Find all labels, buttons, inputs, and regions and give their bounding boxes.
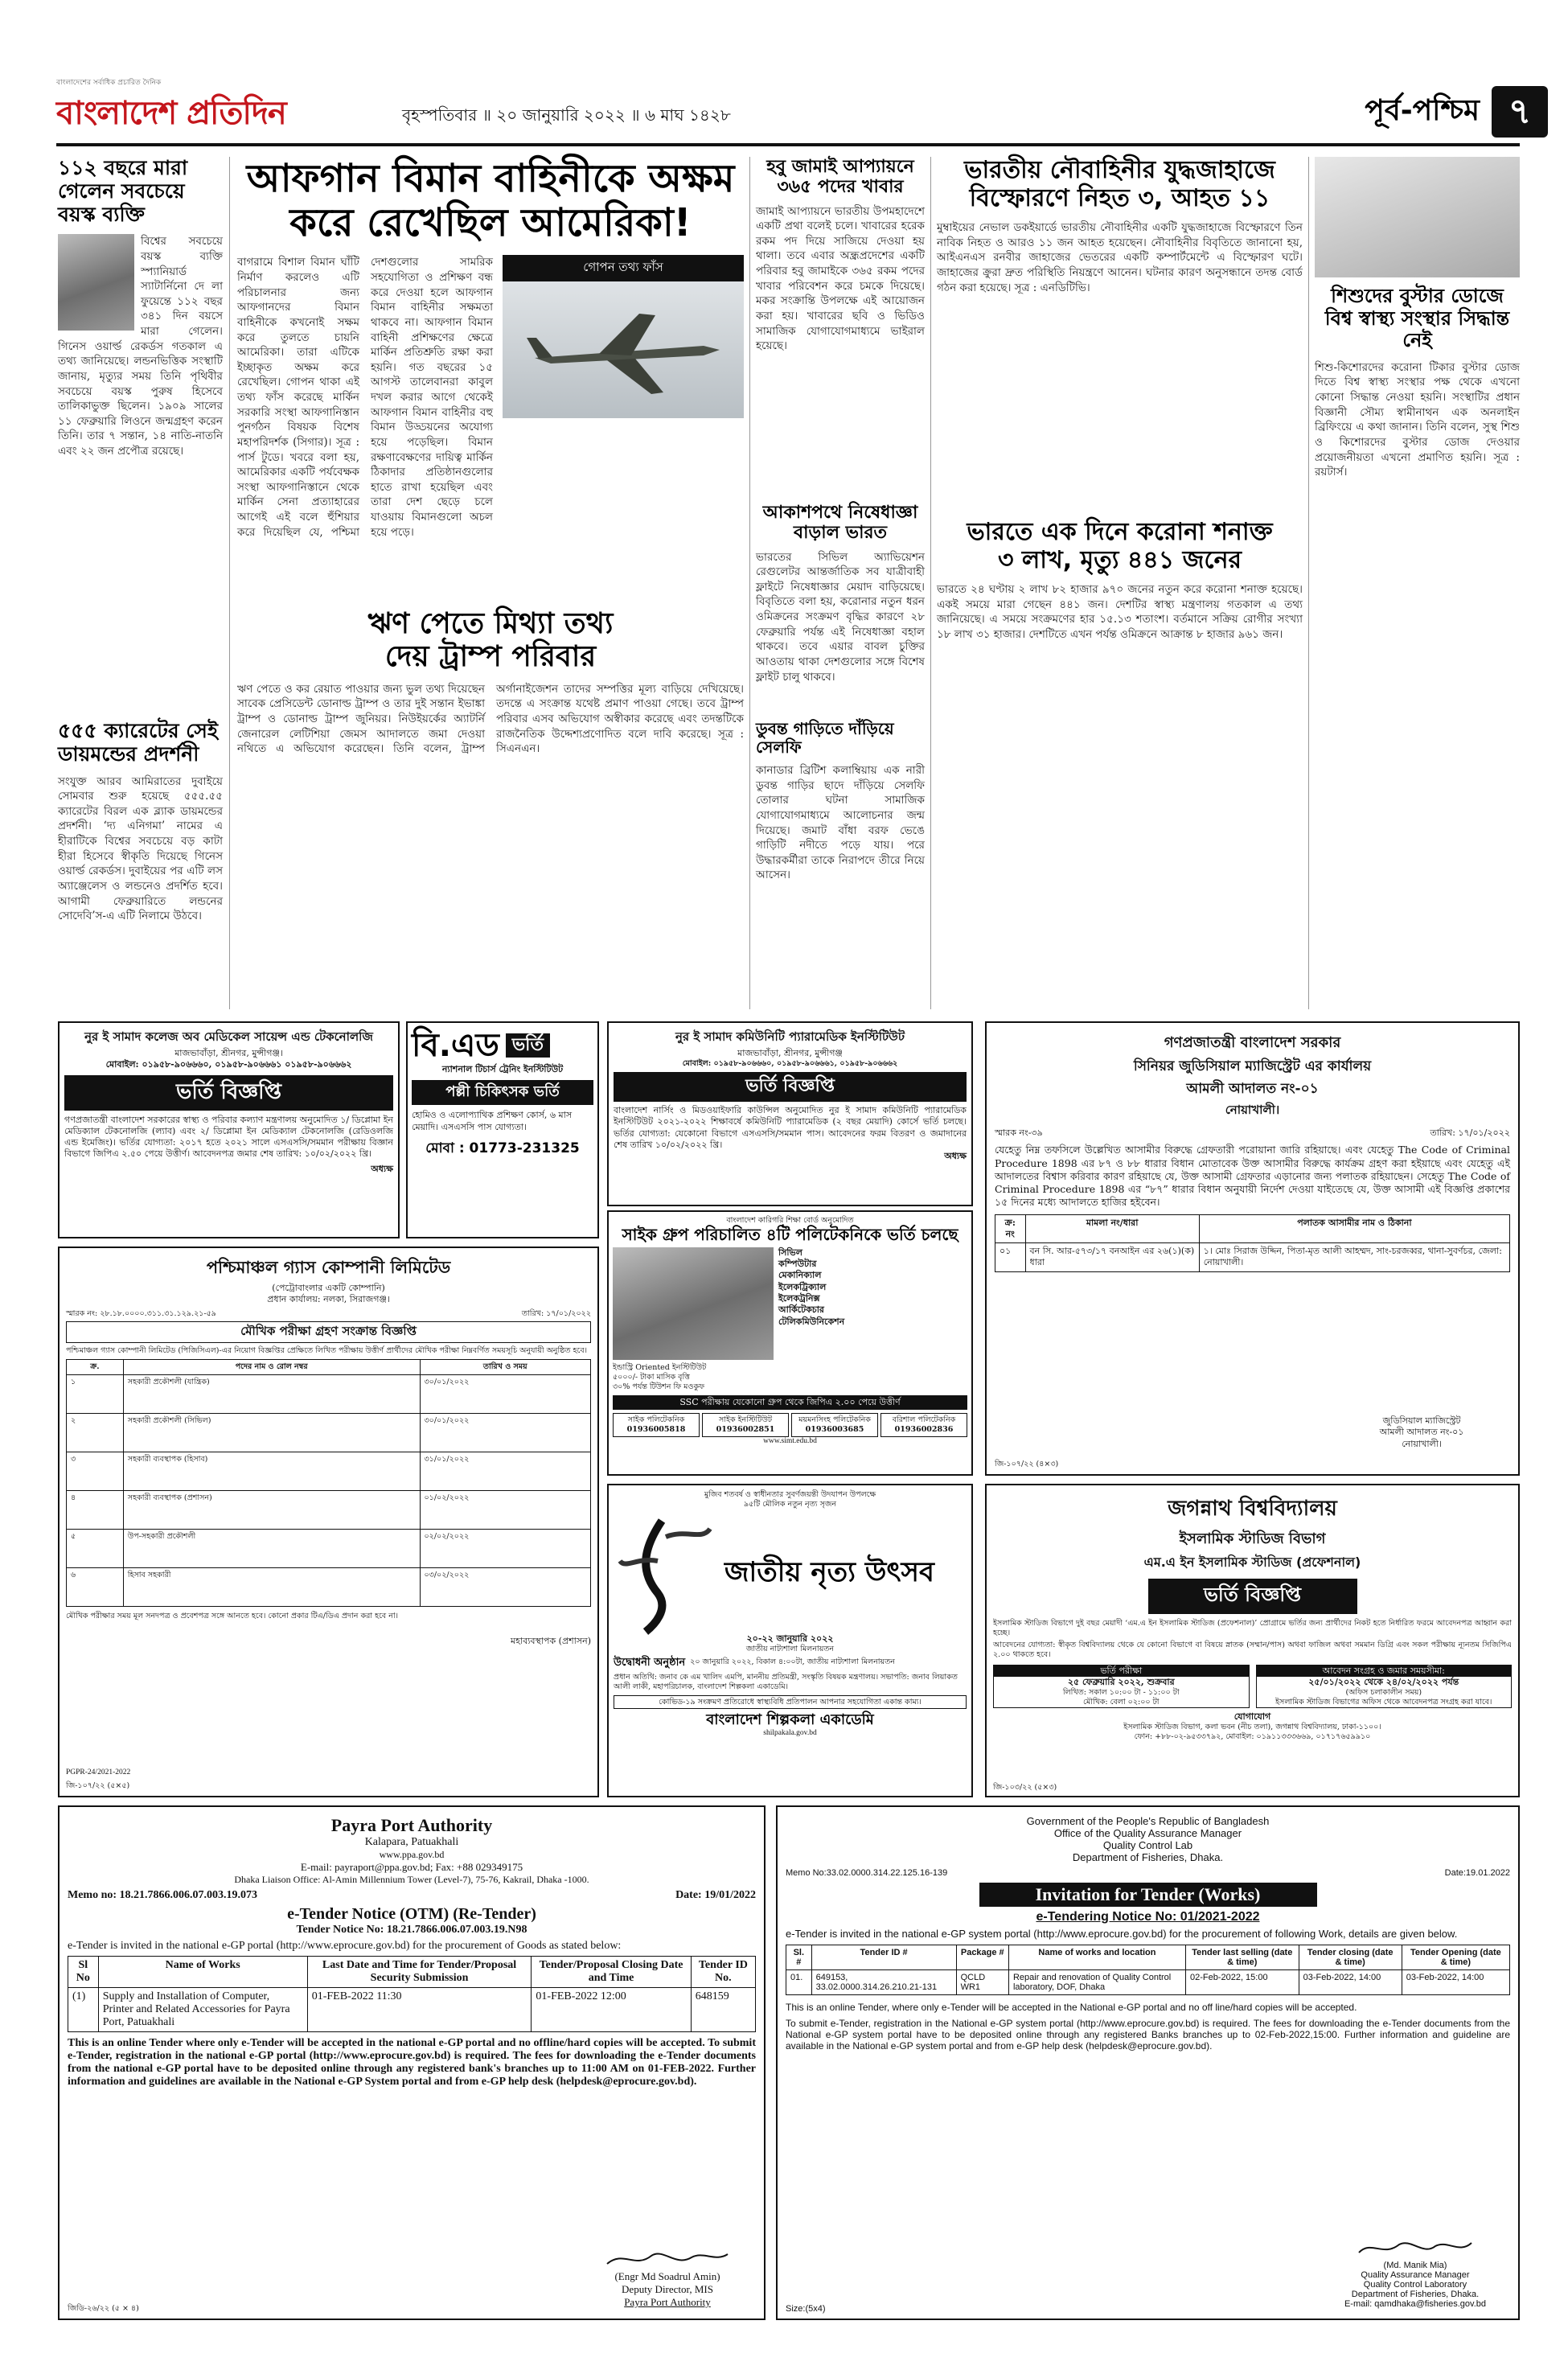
col-header: Tender closing (date & time): [1299, 1945, 1402, 1970]
table-cell: QCLD WR1: [956, 1970, 1008, 1995]
court-sign: নোয়াখালী।: [1402, 1438, 1442, 1449]
col-header: Tender Opening (date & time): [1402, 1945, 1509, 1970]
payra-sign-name: (Engr Md Soadrul Amin): [614, 2270, 720, 2282]
apply-label: আবেদন সংগ্রহ ও জমার সময়সীমা:: [1257, 1665, 1512, 1677]
column-rule: [749, 157, 750, 1009]
headline: হবু জামাই আপ্যায়নে ৩৬৫ পদের খাবার: [766, 157, 914, 198]
masthead-logo: বাংলাদেশ প্রতিদিন: [56, 95, 286, 132]
lead-headline-2: করে রেখেছিল আমেরিকা!: [289, 200, 692, 246]
fish-sign-title: Quality Assurance Manager: [1361, 2270, 1470, 2280]
ad-nur-ims: [58, 1021, 400, 1238]
ad-heading: ভর্তি বিজ্ঞপ্তি: [614, 1072, 967, 1102]
gas-body: পশ্চিমাঞ্চল গ্যাস কোম্পানী লিমিটেড (পিজিসিএল)-এর নিয়োগ বিজ্ঞপ্তির প্রেক্ষিতে লিখিত পরীক্ষায় উত্তীর্ণ প্রার্থীদের মৌখিক পরীক্ষা নিম্নবর্ণিত সময়সূচি অনুযায়ী অনুষ্ঠিত হবে।: [66, 1346, 588, 1356]
offer-item: ৫০০০/- টাকা মাসিক বৃত্তি: [613, 1372, 690, 1382]
photo-oldest-man: [58, 234, 134, 331]
dance-sub: ৯৫টি মৌলিক নতুন নৃত্য সৃজন: [743, 1499, 837, 1509]
bed-phone: মোবা : 01773-231325: [425, 1140, 580, 1156]
col-header: Package #: [956, 1945, 1008, 1970]
jnu-body-1: ইসলামিক স্টাডিজ বিভাগে দুই বছর মেয়াদী ‘এম.এ ইন ইসলামিক স্টাডিজ (প্রফেশনাল)’ প্রোগ্রামে ভর্তির জন্য প্রার্থীদের নিকট হতে নির্ধারিত ফরমে আবেদনপত্র আহ্বান করা হচ্ছে।: [993, 1619, 1512, 1637]
payra-heading: e-Tender Notice (OTM) (Re-Tender): [287, 1905, 536, 1923]
fish-sign-name: (Md. Manik Mia): [1383, 2261, 1447, 2270]
story-airspace: [756, 503, 925, 704]
table-cell: ২: [67, 1414, 124, 1452]
table-cell: সহকারী প্রকৌশলী (যান্ত্রিক): [123, 1375, 420, 1414]
story-body: বিশ্বের সবচেয়ে বয়স্ক ব্যক্তি স্প্যানিয়ার্ড স্যাটার্নিনো দে লা ফুয়েন্তে ১১২ বছর ৩৪১ দিন বয়সে মারা গেলেন। গিনেস ওয়ার্ল্ড রেকর্ডস গতকাল এ তথ্য জানিয়েছে। লন্ডনভিত্তিক সংস্থাটি জানায়, মৃত্যুর সময় তিনি পৃথিবীর সবচেয়ে বয়স্ক পুরুষ হিসেবে তালিকাভুক্ত ছিলেন। ১৯০৯ সালের ১১ ফেব্রুয়ারি লিওনে জন্মগ্রহণ করেন তিনি। তার ৭ সন্তান, ১৪ নাতি-নাতনি এবং ২২ জন প্রপৌত্র রয়েছে।: [58, 235, 223, 458]
column-rule: [229, 157, 230, 1009]
signature: [603, 2246, 732, 2270]
payra-address: Kalapara, Patuakhali: [364, 1836, 459, 1848]
photo-aircraft: [503, 281, 744, 418]
fish-heading: Invitation for Tender (Works): [979, 1883, 1317, 1907]
table-row: [67, 1491, 591, 1530]
bed-subtitle: ন্যাশনাল টিচার্স ট্রেনিং ইনস্টিটিউট: [441, 1064, 564, 1074]
table-cell: Repair and renovation of Quality Control laboratory, DOF, Dhaka: [1008, 1970, 1185, 1995]
fish-office: Office of the Quality Assurance Manager: [1053, 1827, 1242, 1839]
ad-phone: মোবাইল: ০১৯৫৮-৯০৬৬৬০, ০১৯৫৮-৯০৬৬৬১, ০১৯৫৮-৯০৬৬৬২: [682, 1059, 898, 1069]
campus-name: বরিশাল পলিটেকনিক: [892, 1415, 956, 1424]
ad-title: নুর ই সামাদ কমিউনিটি প্যারামেডিক ইনস্টিটিউট: [675, 1029, 905, 1044]
gas-address: প্রধান কার্যালয়: নলকা, সিরাজগঞ্জ।: [267, 1294, 390, 1305]
story-body: সংযুক্ত আরব আমিরাতের দুবাইয়ে সোমবার শুরু হয়েছে ৫৫৫.৫৫ ক্যারেটের বিরল এক ব্ল্যাক ডায়মন্ডের প্রদর্শনী। ‘দ্য এনিগমা’ নামের এ হীরাটিকে বিশ্বের সবচেয়ে বড় কাটা হীরা হিসেবে স্বীকৃতি দিয়েছে গিনেস ওয়ার্ল্ড রেকর্ডস। দুবাইয়ের পর এটি লস অ্যাঞ্জেলেস ও লন্ডনেও প্রদর্শিত হবে। আগামী ফেব্রুয়ারিতে লন্ডনের সোদেবি’স-এ এটি নিলামে উঠবে।: [58, 774, 223, 923]
dance-guests: প্রধান অতিথি: জনাব কে এম খালিদ এমপি, মাননীয় প্রতিমন্ত্রী, সংস্কৃতি বিষয়ক মন্ত্রণালয়। সভাপতি: জনাব লিয়াকত আলী লাকী, মহাপরিচালক, বাংলাদেশ শিল্পকলা একাডেমি।: [614, 1672, 958, 1691]
campus-name: ময়মনসিংহ পলিটেকনিক: [798, 1415, 871, 1424]
campus-name: সাইক ইনস্টিটিউট: [718, 1415, 773, 1424]
table-cell: ৬: [67, 1568, 124, 1607]
gas-memo: স্মারক নং: ২৮.১৮.০০০০.৩১১.৩১.১২৯.২১-৫৯: [66, 1308, 216, 1318]
table-cell: ৩০/০১/২০২২: [420, 1375, 591, 1414]
poly-footer: SSC পরীক্ষায় যেকোনো গ্রুপ থেকে জিপিএ ২.০০ পেয়ে উত্তীর্ণ: [613, 1395, 967, 1410]
course-item: সিভিল: [778, 1247, 802, 1258]
table-cell: সহকারী প্রকৌশলী (সিভিল): [123, 1414, 420, 1452]
ad-heading: ভর্তি বিজ্ঞপ্তি: [64, 1075, 393, 1111]
table-cell: বন সি. আর-৫৭৩/১৭ বনআইন এর ২৬(১)(ক) ধারা: [1025, 1243, 1199, 1272]
table-row: [67, 1375, 591, 1414]
fish-sign-email: E-mail: qamdhaka@fisheries.gov.bd: [1344, 2299, 1486, 2309]
fish-sign-dept: Department of Fisheries, Dhaka.: [1351, 2290, 1480, 2299]
table-cell: (1): [68, 1988, 99, 2032]
campus-card: [791, 1413, 878, 1437]
court-place: নোয়াখালী।: [1225, 1103, 1280, 1117]
section-title: পূর্ব-পশ্চিম: [1365, 94, 1480, 127]
story-body: মুম্বাইয়ের নেভাল ডকইয়ার্ডে ভারতীয় নৌবাহিনীর একটি যুদ্ধজাহাজে বিস্ফোরণে তিন নাবিক নিহত ও আরও ১১ জন আহত হয়েছেন। নৌবাহিনীর বিবৃতিতে জানানো হয়, আইএনএস রনবীর জাহাজের ভেতরের একটি কম্পার্টমেন্টে এ বিস্ফোরণ ঘটে। জাহাজের ক্রুরা দ্রুত পরিস্থিতি নিয়ন্ত্রণে আনেন। ঘটনার কারণ অনুসন্ধানে তদন্ত বোর্ড গঠন করা হয়েছে। সূত্র : এনডিটিভি।: [937, 221, 1303, 294]
story-diamond: [58, 720, 223, 1009]
table-cell: ৩০/০১/২০২২: [420, 1414, 591, 1452]
story-covid: [937, 519, 1303, 1009]
masthead-rule: [56, 143, 1520, 146]
campus-card: [613, 1413, 700, 1437]
col-header: ক্র.: [67, 1360, 124, 1375]
court-subtitle: সিনিয়র জুডিসিয়াল ম্যাজিস্ট্রেট এর কার্যালয়: [1133, 1058, 1372, 1074]
ad-court: [985, 1021, 1520, 1476]
bed-title: বি.এড: [412, 1027, 499, 1064]
bed-badge: ভর্তি: [506, 1033, 550, 1057]
court-date: তারিখ: ১৭/০১/২০২২: [1430, 1127, 1510, 1138]
table-cell: ১: [67, 1375, 124, 1414]
payra-memo: Memo no: 18.21.7866.006.07.003.19.073: [68, 1889, 258, 1901]
table-row: [786, 1970, 1510, 1995]
inaug-label: উদ্বোধনী অনুষ্ঠান: [614, 1656, 686, 1669]
col-header: মামলা নং/ধারা: [1025, 1214, 1199, 1243]
jnu-badge: ভর্তি বিজ্ঞপ্তি: [1148, 1579, 1357, 1614]
table-cell: উপ-সহকারী প্রকৌশলী: [123, 1530, 420, 1568]
gas-note: মৌখিক পরীক্ষার সময় মূল সনদপত্র ও প্রবেশপত্র সঙ্গে আনতে হবে। কোনো প্রকার টিএ/ডিএ প্রদান করা হবে না।: [66, 1612, 399, 1621]
table-row: [67, 1452, 591, 1491]
col-header: Tender ID No.: [691, 1957, 755, 1988]
jnu-program: এম.এ ইন ইসলামিক স্টাডিজ (প্রফেশনাল): [1143, 1555, 1361, 1570]
rural-body: হোমিও ও এলোপ্যাথিক প্রশিক্ষণ কোর্স, ৬ মাস মেয়াদি। এসএসসি পাস যোগ্যতা।: [412, 1110, 573, 1132]
poly-headline: সাইক গ্রুপ পরিচালিত ৪টি পলিটেকনিকে ভর্তি চলছে: [622, 1224, 958, 1244]
contact-text: ইসলামিক স্টাডিজ বিভাগ, কলা ভবন (নীচ তলা), জগন্নাথ বিশ্ববিদ্যালয়, ঢাকা-১১০০।: [1123, 1723, 1381, 1732]
column-rule: [930, 157, 931, 1009]
court-memo: স্মারক নং-৩৯: [995, 1127, 1043, 1138]
headline: ১১২ বছরে মারা গেলেন সবচেয়ে বয়স্ক ব্যক্তি: [58, 156, 188, 226]
gas-notice: মৌখিক পরীক্ষা গ্রহণ সংক্রান্ত বিজ্ঞপ্তি: [66, 1321, 591, 1343]
table-cell: 01-FEB-2022 12:00: [532, 1988, 691, 2032]
table-cell: ৪: [67, 1491, 124, 1530]
gas-code: PGPR-24/2021-2022: [66, 1768, 131, 1777]
fish-notice: e-Tendering Notice No: 01/2021-2022: [1036, 1910, 1260, 1924]
dance-org: বাংলাদেশ শিল্পকলা একাডেমি: [706, 1711, 874, 1729]
headline: আকাশপথে নিষেধাজ্ঞা বাড়াল ভারত: [762, 503, 918, 544]
poly-tag: বাংলাদেশ কারিগরি শিক্ষা বোর্ড অনুমোদিত: [726, 1216, 854, 1225]
ad-bed: [406, 1021, 599, 1238]
table-cell: ০২/০২/২০২২: [420, 1530, 591, 1568]
campus-phone: 01936003685: [805, 1424, 864, 1434]
story-booster: [1315, 157, 1520, 1009]
col-header: Tender/Proposal Closing Date and Time: [532, 1957, 691, 1988]
payra-sign-org: Payra Port Authority: [624, 2296, 711, 2308]
offer-item: ইন্ডাস্ট্রি Oriented ইনস্টিটিউট: [613, 1362, 707, 1372]
dance-title: জাতীয় নৃত্য উৎসব: [724, 1556, 934, 1589]
apply-date: ২৫/০১/২০২২ থেকে ২৪/০২/২০২২ পর্যন্ত: [1308, 1676, 1459, 1687]
course-item: মেকানিক্যাল: [778, 1270, 822, 1281]
fish-date: Date:19.01.2022: [1444, 1868, 1510, 1878]
headline: ডুবন্ত গাড়িতে দাঁড়িয়ে সেলফি: [756, 719, 894, 757]
campus-card: [880, 1413, 967, 1437]
ad-payra: [58, 1805, 766, 2320]
table-cell: ৫: [67, 1530, 124, 1568]
table-cell: সহকারী ব্যবস্থাপক (প্রশাসন): [123, 1491, 420, 1530]
payra-email: E-mail: payraport@ppa.gov.bd; Fax: +88 029349175: [300, 1861, 523, 1873]
dancer-illustration: [614, 1513, 718, 1633]
col-header: Last Date and Time for Tender/Proposal Security Submission: [307, 1957, 532, 1988]
story-body: ভারতের সিভিল অ্যাভিয়েশন রেগুলেটর আন্তর্জাতিক সব যাত্রীবাহী ফ্লাইটে নিষেধাজ্ঞার মেয়াদ বাড়িয়েছে। বিবৃতিতে বলা হয়, করোনার নতুন ধরন ওমিক্রনের সংক্রমণ বৃদ্ধির কারণে ২৮ ফেব্রুয়ারি পর্যন্ত এই নিষেধাজ্ঞা বহাল থাকবে। তবে এয়ার বাবল চুক্তির আওতায় থাকা দেশগুলোর সঙ্গে বিশেষ ফ্লাইট চালু থাকবে।: [756, 550, 925, 684]
campus-card: [702, 1413, 789, 1437]
gas-sign: মহাব্যবস্থাপক (প্রশাসন): [511, 1636, 591, 1647]
dance-dates: ২০-২২ জানুয়ারি ২০২২: [746, 1633, 834, 1644]
table-cell: 648159: [691, 1988, 755, 2032]
photo-booster: [1315, 157, 1520, 277]
contact-phone: ফোন: +৮৮-০২-৯৫৩৩৭৯২, মোবাইল: ০১৯১১৩৩৩৬৬৯, ০১৭১৭৬৫৯৯১০: [1134, 1732, 1371, 1742]
ad-jnu: [985, 1484, 1520, 1797]
ad-address: মাজভাবাঁড়া, শ্রীনগর, মুন্সীগঞ্জ।: [174, 1048, 283, 1058]
covid-headline-2: ৩ লাখ, মৃত্যু ৪৪১ জনের: [997, 545, 1242, 574]
ad-ref: জি-১০৭/২২ (৪×৩): [995, 1460, 1059, 1469]
fish-note-1: This is an online Tender, where only e-Tender will be accepted in the National e-GP portal and no off line/hard copies will be accepted.: [786, 2002, 1357, 2013]
ad-dance: [607, 1484, 973, 1797]
gas-table: [66, 1359, 591, 1607]
ad-body: বাংলাদেশ নার্সিং ও মিডওয়াইফারি কাউন্সিল অনুমোদিত নুর ই সামাদ কমিউনিটি প্যারামেডিক ইনস্টিটিউট ২০২১-২০২২ শিক্ষাবর্ষে কমিউনিটি প্যারামেডিক (২ বছর মেয়াদি) কোর্সে ভর্তি চলছে। ভর্তির যোগ্যতা: যেকোনো বিভাগে এসএসসি/সমমান পাস। আবেদনের ফরম বিতরণ ও জমাদানের শেষ তারিখ ১০/০২/২০২২ খ্রি।: [614, 1105, 967, 1151]
col-header: Sl No: [68, 1957, 99, 1988]
col-header: Sl. #: [786, 1945, 812, 1970]
campus-phone: 01936002851: [716, 1424, 775, 1434]
covid-note: কোভিড-১৯ সংক্রমণ প্রতিরোধে স্বাস্থ্যবিধি প্রতিপালন আপনার সহযোগিতা একান্ত কাম্য।: [614, 1695, 967, 1710]
ad-title: নুর ই সামাদ কলেজ অব মেডিকেল সায়েন্স এন্ড টেকনোলজি: [84, 1029, 373, 1044]
table-cell: 02-Feb-2022, 15:00: [1185, 1970, 1299, 1995]
dance-venue: জাতীয় নাট্যশালা মিলনায়তন: [745, 1645, 835, 1654]
photo-caption: গোপন তথ্য ফাঁস: [503, 255, 744, 281]
story-trump: [237, 607, 744, 1013]
headline: শিশুদের বুস্টার ডোজে বিশ্ব স্বাস্থ্য সংস্থার সিদ্ধান্ত নেই: [1324, 285, 1510, 352]
col-header: ক্র: নং: [995, 1214, 1026, 1243]
fish-memo: Memo No:33.02.0000.314.22.125.16-139: [786, 1868, 948, 1878]
table-row: [67, 1530, 591, 1568]
table-row: [995, 1243, 1510, 1272]
table-cell: 649153, 33.02.0000.314.26.210.21-131: [811, 1970, 956, 1995]
table-cell: 03-Feb-2022, 14:00: [1402, 1970, 1509, 1995]
story-body: ঋণ পেতে ও কর রেয়াত পাওয়ার জন্য ভুল তথ্য দিয়েছেন সাবেক প্রেসিডেন্ট ডোনাল্ড ট্রাম্প ও তার দুই সন্তান ইভাঙ্কা ট্রাম্প ও ডোনাল্ড ট্রাম্প জুনিয়র। নিউইয়র্কের অ্যাটর্নি জেনারেল লেটিশিয়া জেমস আদালতে জমা দেওয়া নথিতে এ অভিযোগ করেছেন। তিনি বলেন, ট্রাম্প অর্গানাইজেশন তাদের সম্পত্তির মূল্য বাড়িয়ে দেখিয়েছে। তদন্তে এ সংক্রান্ত যথেষ্ট প্রমাণ পাওয়া গেছে। তবে ট্রাম্প পরিবার এসব অভিযোগ অস্বীকার করেছে এবং তদন্তটিকে রাজনৈতিক উদ্দেশ্যপ্রণোদিত বলে দাবি করেছে। সূত্র : সিএনএন।: [237, 682, 744, 756]
story-navy: [937, 157, 1303, 511]
apply-note: ইসলামিক স্টাডিজ বিভাগের অফিস থেকে আবেদনপত্র সংগ্রহ করা যাবে।: [1275, 1697, 1492, 1707]
table-cell: 01-FEB-2022 11:30: [307, 1988, 532, 2032]
ad-ref: জি-১০৩/২২ (৫×৩): [993, 1783, 1057, 1793]
court-sign: জুডিসিয়াল ম্যাজিস্ট্রেট: [1382, 1415, 1461, 1427]
fish-dept: Department of Fisheries, Dhaka.: [1072, 1851, 1224, 1863]
rural-title: পল্লী চিকিৎসক ভর্তি: [412, 1080, 593, 1105]
payra-intro: e-Tender is invited in the national e-GP portal (http://www.eprocure.gov.bd) for the procurement of Goods as stated below:: [68, 1940, 622, 1952]
course-item: ইলেকট্রনিক্স: [778, 1293, 820, 1304]
masthead-date: বৃহস্পতিবার ॥ ২০ জানুয়ারি ২০২২ ॥ ৬ মাঘ ১৪২৮: [402, 105, 731, 125]
col-header: Name of Works: [98, 1957, 307, 1988]
course-item: আর্কিটেকচার: [778, 1304, 824, 1316]
covid-headline-1: ভারতে এক দিনে করোনা শনাক্ত: [967, 518, 1273, 546]
payra-web: www.ppa.gov.bd: [379, 1849, 445, 1860]
table-row: [68, 1988, 756, 2032]
column-rule: [1308, 157, 1309, 1009]
col-header: Tender ID #: [811, 1945, 956, 1970]
table-cell: সহকারী ব্যবস্থাপক (হিসাব): [123, 1452, 420, 1491]
fish-intro: e-Tender is invited in the national e-GP system portal (http://www.eprocure.gov.bd) for the procurement of following Work, details are given below.: [786, 1928, 1458, 1940]
gas-date: তারিখ: ১৭/০১/২০২২: [521, 1308, 591, 1318]
inaug-text: ২০ জানুয়ারি ২০২২, বিকাল ৪:০০টা, জাতীয় নাট্যশালা মিলনায়তন: [690, 1657, 895, 1666]
ad-paramedic: [607, 1021, 973, 1206]
table-cell: হিসাব সহকারী: [123, 1568, 420, 1607]
payra-date: Date: 19/01/2022: [675, 1889, 756, 1901]
col-header: পলাতক আসামীর নাম ও ঠিকানা: [1199, 1214, 1509, 1243]
table-row: [67, 1414, 591, 1452]
course-item: টেলিকমিউনিকেশন: [778, 1316, 845, 1327]
lead-headline-1: আফগান বিমান বাহিনীকে অক্ষম: [246, 156, 735, 201]
court-table: [995, 1214, 1510, 1272]
fish-lab: Quality Control Lab: [1102, 1839, 1193, 1851]
page-number: ৭: [1492, 86, 1548, 138]
story-body: শিশু-কিশোরদের করোনা টিকার বুস্টার ডোজ দিতে বিশ্ব স্বাস্থ্য সংস্থার পক্ষ থেকে এখনো কোনো সিদ্ধান্ত নেওয়া হয়নি। সংস্থাটির প্রধান বিজ্ঞানী সৌম্য স্বামীনাথন এক অনলাইন ব্রিফিংয়ে এ কথা জানান। তিনি বলেন, সুস্থ শিশু ও কিশোরদের বুস্টার ডোজ দেওয়ার প্রয়োজনীয়তা এখনো প্রমাণিত হয়নি। সূত্র : রয়টার্স।: [1315, 360, 1520, 479]
table-cell: ৩১/০১/২০২২: [420, 1452, 591, 1491]
masthead-tagline: বাংলাদেশের সর্বাধিক প্রচারিত দৈনিক: [56, 79, 162, 87]
table-cell: ০১/০২/২০২২: [420, 1491, 591, 1530]
table-cell: ১। মোঃ সিরাজ উদ্দিন, পিতা-মৃত আলী আহম্মদ, সাং-চরজব্বর, থানা-সুবর্ণচর, জেলা: নোয়াখালী।: [1199, 1243, 1509, 1272]
story-body: ভারতে ২৪ ঘণ্টায় ২ লাখ ৮২ হাজার ৯৭০ জনের নতুন করে করোনা শনাক্ত হয়েছে। একই সময়ে মারা গেছেন ৪৪১ জন। দেশটির স্বাস্থ্য মন্ত্রণালয় গতকাল এ তথ্য জানিয়েছে। এ সময়ে সংক্রমণের হার ১৫.১৩ শতাংশ। বর্তমানে সক্রিয় রোগীর সংখ্যা ১৮ লাখ ৩১ হাজার। দেশটিতে এখন পর্যন্ত ওমিক্রনে আক্রান্ত ৮ হাজার ৯৬১ জন।: [937, 583, 1303, 641]
ad-body: গণপ্রজাতন্ত্রী বাংলাদেশ সরকারের স্বাস্থ্য ও পরিবার কল্যাণ মন্ত্রণালয় অনুমোদিত ১/ ডিপ্লোমা ইন মেডিক্যাল টেকনোলজি (ল্যাব) এবং ২/ ডিপ্লোমা ইন মেডিক্যাল টেকনোলজি (রেডিওলজি এন্ড ইমেজিং)। ভর্তির যোগ্যতা: ২০১৭ হতে ২০২১ সালে এসএসসি/সমমান পরীক্ষায় বিজ্ঞান বিভাগে জিপিএ ২.৫০ পেয়ে উত্তীর্ণ। আবেদনপত্র জমার শেষ তারিখ: ১০/০২/২০২২ খ্রি।: [64, 1114, 393, 1160]
story-body: বাগরামে বিশাল বিমান ঘাঁটি নির্মাণ করলেও এটি পরিচালনার জন্য আফগানদের বিমান বাহিনীকে কখনোই সক্ষম করে তুলতে চায়নি আমেরিকা। তারা এটিকে ইচ্ছাকৃত অক্ষম করে রেখেছিল। গোপন থাকা এই তথ্য ফাঁস করেছে মার্কিন সরকারি সংস্থা আফগানিস্তান পুনর্গঠন বিষয়ক বিশেষ মহাপরিদর্শক (সিগার)। সূত্র : পার্স টুডে। খবরে বলা হয়, আমেরিকার একটি পর্যবেক্ষক সংস্থা আফগানিস্তানে থেকে মার্কিন সেনা প্রত্যাহারের আগেই এই বলে হুঁশিয়ার করে দিয়েছিল যে, পশ্চিমা দেশগুলোর সামরিক সহযোগিতা ও প্রশিক্ষণ বন্ধ করে দেওয়া হলে আফগান বিমান বাহিনীর সক্ষমতা থাকবে না। আফগান বিমান বাহিনী প্রশিক্ষণের ক্ষেত্রে মার্কিন প্রতিশ্রুতি রক্ষা করা হয়নি। গত বছরের ১৫ আগস্ট তালেবানরা কাবুল দখল করার আগে থেকেই আফগান বিমান বাহিনীর বহু বিমান উড্ডয়নের অযোগ্য হয়ে পড়েছিল। বিমান রক্ষণাবেক্ষণের দায়িত্ব মার্কিন ঠিকাদার প্রতিষ্ঠানগুলোর হাতে রাখা হয়েছিল এবং তারা দেশ ছেড়ে চলে যাওয়ায় বিমানগুলো অচল হয়ে পড়ে।: [237, 256, 493, 539]
story-body: জামাই আপ্যায়নে ভারতীয় উপমহাদেশে একটি প্রথা বলেই চলে। খাবারের হরেক রকম পদ দিয়ে সাজিয়ে দেওয়া হয় থালা। তবে এবার অন্ধ্রপ্রদেশের একটি পরিবার হবু জামাইকে ৩৬৫ রকম পদের খাবার পরিবেশন করে চমকে দিয়েছে। মকর সংক্রান্তি উপলক্ষে এই আয়োজন করা হয়। খাবারের ছবি ও ভিডিও সামাজিক যোগাযোগমাধ্যমে ভাইরাল হয়েছে।: [756, 204, 925, 353]
jnu-title: জগন্নাথ বিশ্ববিদ্যালয়: [1168, 1497, 1337, 1521]
fish-sign-lab: Quality Control Laboratory: [1363, 2280, 1467, 2290]
exam-written: লিখিত: সকাল ১০:০০ টা - ১১:০০ টা: [1062, 1688, 1180, 1698]
payra-liaison: Dhaka Liaison Office: Al-Amin Millennium Tower (Level-7), 75-76, Kakrail, Dhaka -1000.: [234, 1874, 589, 1885]
trump-headline-2: দেয় ট্রাম্প পরিবার: [384, 640, 597, 674]
ad-sign: অধ্যক্ষ: [944, 1151, 967, 1162]
trump-headline-1: ঋণ পেতে মিথ্যা তথ্য: [367, 607, 614, 640]
ad-sign: অধ্যক্ষ: [371, 1163, 393, 1174]
payra-title: Payra Port Authority: [330, 1815, 493, 1835]
exam-label: ভর্তি পরীক্ষা: [994, 1665, 1249, 1677]
poly-web: www.simt.edu.bd: [763, 1436, 817, 1445]
ad-polytech: [607, 1210, 973, 1476]
payra-table: [68, 1956, 756, 2032]
jnu-body-2: আবেদনের যোগ্যতা: স্বীকৃত বিশ্ববিদ্যালয় থেকে যে কোনো বিভাগে বা বিষয়ে স্নাতক (সম্মান/পাস) অথবা ফাজিল অথবা সমমান ডিগ্রি এবং সকল পরীক্ষায় ন্যূনতম সিজিপিএ ২.০০ থাকতে হবে।: [993, 1640, 1512, 1659]
fish-note-2: To submit e-Tender, registration in the National e-GP system portal (http://www.eprocure.gov.bd) is required. The fees for downloading the e-Tender documents from the National e-GP system portal have to be deposited online through any registered Banks branches up to 02-Feb-2022,15:00. Further information and guideline are available in the National e-GP system portal and from e-GP help desk (helpdesk@eprocure.gov.bd).: [786, 2018, 1510, 2052]
office-hours: (অফিস চলাকালীন সময়): [1345, 1688, 1422, 1698]
jnu-dept: ইসলামিক স্টাডিজ বিভাগ: [1179, 1530, 1326, 1547]
table-cell: Supply and Installation of Computer, Printer and Related Accessories for Payra Port, Patuakhali: [98, 1988, 307, 2032]
ad-phone: মোবাইল: ০১৯৫৮-৯০৬৬৬০, ০১৯৫৮-৯০৬৬৬১ ০১৯৫৮-৯০৬৬৬২: [105, 1059, 352, 1070]
exam-date: ২৫ ফেব্রুয়ারি ২০২২, শুক্রবার: [1067, 1676, 1175, 1687]
fish-table: [786, 1945, 1510, 1995]
poly-photo: [613, 1247, 774, 1360]
col-header: Name of works and location: [1008, 1945, 1185, 1970]
story-jamai: [756, 157, 925, 495]
ad-address: মাজভাবাঁড়া, শ্রীনগর, মুন্সীগঞ্জ: [737, 1048, 843, 1058]
gas-title: পশ্চিমাঞ্চল গ্যাস কোম্পানী লিমিটেড: [206, 1258, 451, 1277]
campus-name: সাইক পলিটেকনিক: [627, 1415, 685, 1424]
payra-sign-title: Deputy Director, MIS: [622, 2283, 713, 2295]
table-cell: 03-Feb-2022, 14:00: [1299, 1970, 1402, 1995]
course-item: কম্পিউটার: [778, 1259, 817, 1270]
contact-label: যোগাযোগ: [1233, 1711, 1271, 1722]
col-header: Tender last selling (date & time): [1185, 1945, 1299, 1970]
ad-ref: জিডি-২৬/২২ (৫ × ৪): [68, 2304, 139, 2314]
dance-top: মুজিব শতবর্ষ ও স্বাধীনতার সুবর্ণজয়ন্তী উদযাপন উপলক্ষে: [704, 1490, 876, 1499]
signature: [1344, 2236, 1486, 2261]
court-office: আমলী আদালত নং-০১: [1186, 1081, 1319, 1097]
table-cell: ০৩/০২/২০২২: [420, 1568, 591, 1607]
story-body: কানাডার ব্রিটিশ কলাম্বিয়ায় এক নারী ডুবন্ত গাড়ির ছাদে দাঁড়িয়ে সেলফি তোলার ঘটনা সামাজিক যোগাযোগমাধ্যমে আলোচনার জন্ম দিয়েছে। জমাট বাঁধা বরফ ভেঙে গাড়িটি নদীতে পড়ে যায়। পরে উদ্ধারকর্মীরা তাকে নিরাপদে তীরে নিয়ে আসেন।: [756, 764, 925, 882]
ad-gas: [58, 1247, 599, 1797]
story-selfie: [756, 720, 925, 1009]
course-item: ইলেকট্রিক্যাল: [778, 1281, 827, 1292]
dance-web: shilpakala.gov.bd: [763, 1729, 817, 1738]
payra-tender-no: Tender Notice No: 18.21.7866.006.07.003.19.N98: [296, 1924, 527, 1936]
payra-note: This is an online Tender where only e-Tender will be accepted in the national e-GP portal and no offline/hard copies will be accepted. To submit e-Tender, registration in the national e-GP portal (http://www.eprocure.gov.bd) is required. The fees for downloading the e-Tender documents from the national e-GP portal have to be deposited online through any registered bank's branches up to 11:00 AM on 01-FEB-2022. Further information and guidelines are available in the National e-GP System portal and from e-GP help desk (helpdesk@eprocure.gov.bd).: [68, 2037, 756, 2088]
masthead: [56, 76, 1532, 141]
table-cell: ০১: [995, 1243, 1026, 1272]
ad-fisheries: [776, 1805, 1520, 2320]
exam-viva: মৌখিক: বেলা ০২:০০ টা: [1082, 1697, 1160, 1707]
court-body: যেহেতু নিম্ন তফসিলে উল্লেখিত আসামীর বিরুদ্ধে গ্রেফতারী পরোয়ানা জারি রহিয়াছে। এবং যেহেতু The Code of Criminal Procedure 1898 এর ৮৭ ও ৮৮ ধারার বিধান মোতাবেক উক্ত আসামীর বিরুদ্ধে কার্যক্রম গ্রহণ করা হইয়াছে এবং যেহেতু এই আদালতের বিশ্বাস করিবার কারণ রহিয়াছে যে, উক্ত আসামী গ্রেফতার এড়ানোর জন্য পলাতক রহিয়াছেন। সেহেতু The Code of Criminal Procedure 1898 এর “৮৭” ধারার বিধান অনুযায়ী নির্দেশ দেওয়া যাইতেছে যে, উক্ত আসামী এই বিজ্ঞপ্তি প্রকাশের ১৫ দিনের মধ্যে আদালতে হাজির হইবেন।: [995, 1144, 1510, 1209]
headline: ভারতীয় নৌবাহিনীর যুদ্ধজাহাজে বিস্ফোরণে নিহত ৩, আহত ১১: [964, 156, 1275, 212]
campus-phone: 01936002836: [894, 1424, 954, 1434]
col-header: পদের নাম ও রোল নম্বর: [123, 1360, 420, 1375]
court-sign: আমলী আদালত নং-০১: [1379, 1427, 1464, 1438]
headline: ৫৫৫ ক্যারেটের সেই ডায়মন্ডের প্রদর্শনী: [58, 719, 218, 766]
fish-gov: Government of the People's Republic of Bangladesh: [1026, 1815, 1270, 1827]
story-oldest-man: [58, 157, 223, 704]
fish-size: Size:(5x4): [786, 2304, 826, 2314]
table-cell: ৩: [67, 1452, 124, 1491]
ad-ref: জি-১০৭/২২ (৫×৫): [66, 1781, 130, 1791]
court-title: গণপ্রজাতন্ত্রী বাংলাদেশ সরকার: [1164, 1034, 1341, 1051]
table-row: [67, 1568, 591, 1607]
gas-subtitle: (পেট্রোবাংলার একটি কোম্পানি): [272, 1283, 385, 1293]
col-header: তারিখ ও সময়: [420, 1360, 591, 1375]
table-cell: 01.: [786, 1970, 812, 1995]
campus-phone: 01936005818: [626, 1424, 686, 1434]
offer-item: ৩০% পর্যন্ত টিউশন ফি মওকুফ: [613, 1382, 705, 1391]
